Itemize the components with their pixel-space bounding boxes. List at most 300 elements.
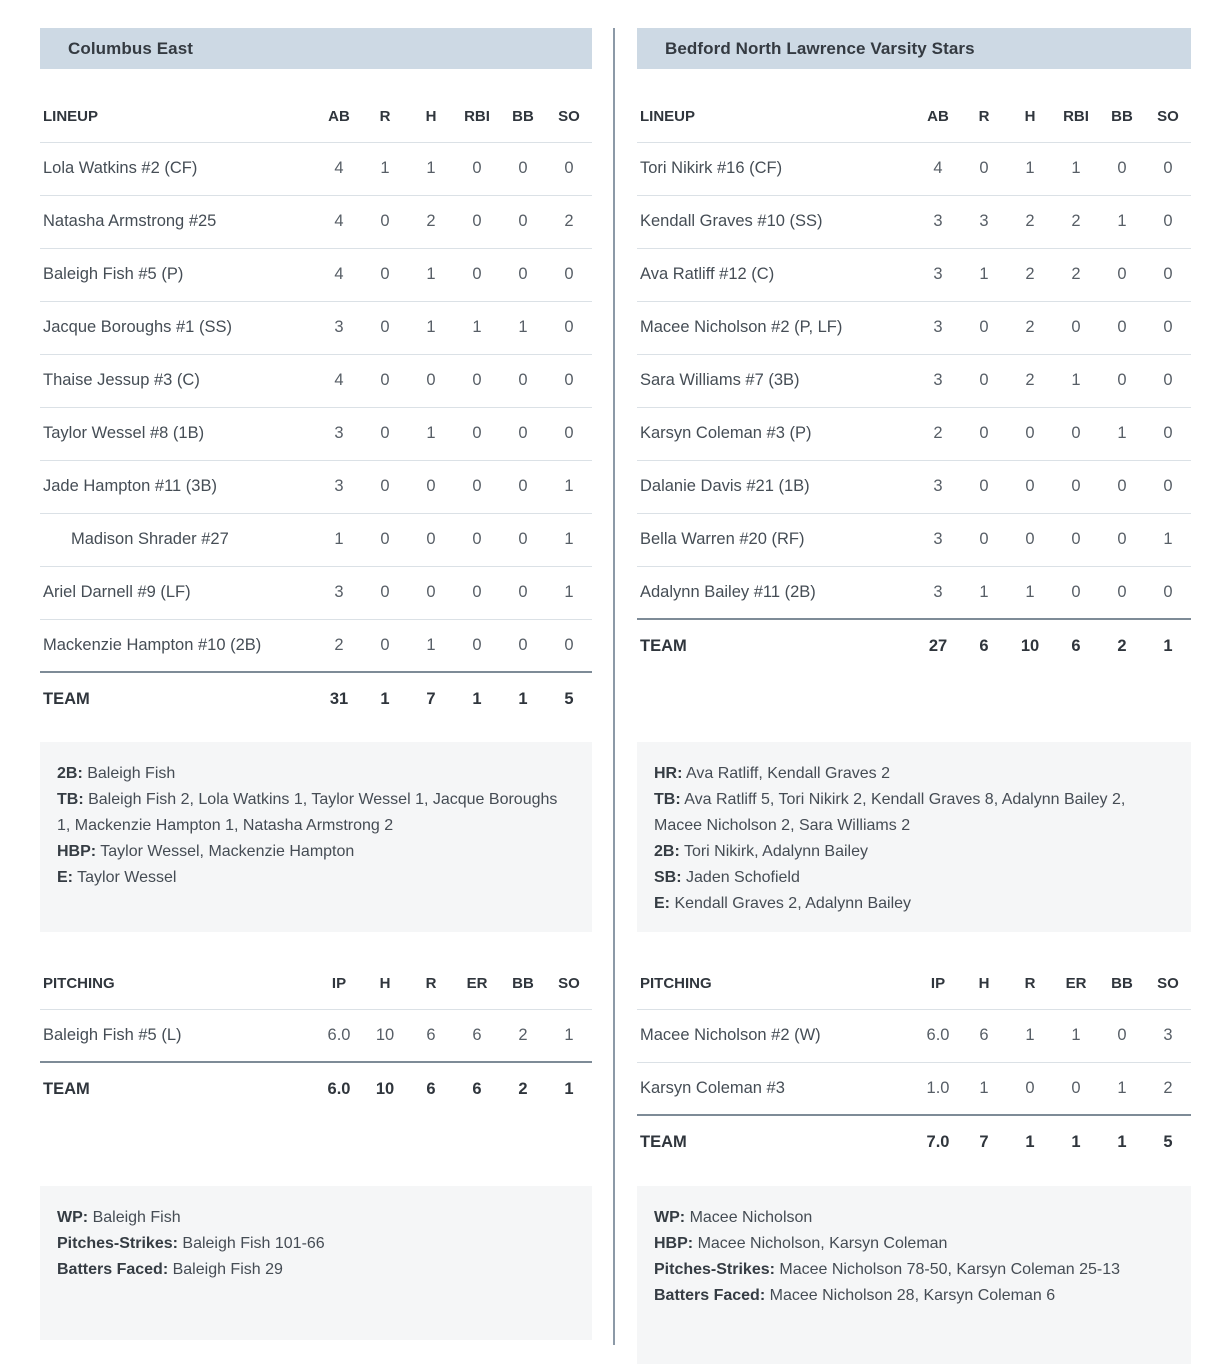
stat-value: 6 <box>408 1009 454 1062</box>
stat-value: 1.0 <box>915 1062 961 1115</box>
lineup-row <box>637 513 1191 566</box>
stat-value: 10 <box>362 1009 408 1062</box>
pitching-team-row <box>637 1115 1191 1168</box>
stat-value: 3 <box>961 195 1007 248</box>
team-total-value: 6 <box>1053 619 1099 672</box>
stat-value: 4 <box>316 142 362 195</box>
stat-value: 1 <box>1053 354 1099 407</box>
stat-value: 1 <box>408 407 454 460</box>
stat-value: 3 <box>915 301 961 354</box>
pitching-table <box>40 958 592 1115</box>
lineup-header-label: LINEUP <box>637 91 915 142</box>
note-label: Pitches-Strikes: <box>57 1235 178 1252</box>
stat-value: 0 <box>408 566 454 619</box>
column-header: SO <box>1145 91 1191 142</box>
stat-value: 2 <box>408 195 454 248</box>
stat-value: 0 <box>454 460 500 513</box>
player-name: Dalanie Davis #21 (1B) <box>637 460 915 513</box>
stat-value: 6.0 <box>915 1009 961 1062</box>
stat-value: 1 <box>1099 1062 1145 1115</box>
team-total-value: 2 <box>1099 619 1145 672</box>
column-header: R <box>362 91 408 142</box>
team-total-label: TEAM <box>40 1062 316 1115</box>
column-header: BB <box>500 91 546 142</box>
lineup-row <box>637 407 1191 460</box>
lineup-row <box>40 566 592 619</box>
stat-value: 0 <box>961 513 1007 566</box>
note-label: WP: <box>654 1209 686 1226</box>
column-header: IP <box>316 958 362 1009</box>
stat-value: 0 <box>454 513 500 566</box>
stat-value: 0 <box>500 513 546 566</box>
player-name: Karsyn Coleman #3 <box>637 1062 915 1115</box>
stat-value: 0 <box>408 513 454 566</box>
lineup-row <box>637 142 1191 195</box>
batting-notes-box <box>40 742 592 932</box>
note-line <box>57 1257 572 1283</box>
lineup-row <box>40 301 592 354</box>
stat-value: 0 <box>1145 142 1191 195</box>
team-total-value: 1 <box>1007 1115 1053 1168</box>
note-text: Macee Nicholson 28, Karsyn Coleman 6 <box>769 1287 1056 1304</box>
column-header: ER <box>454 958 500 1009</box>
team-total-value: 6.0 <box>316 1062 362 1115</box>
team-total-value: 6 <box>961 619 1007 672</box>
stat-value: 0 <box>1145 460 1191 513</box>
note-text: Macee Nicholson 78-50, Karsyn Coleman 25-13 <box>779 1261 1121 1278</box>
note-text: Ava Ratliff 5, Tori Nikirk 2, Kendall Graves 8, Adalynn Bailey 2, Macee Nicholson 2, Sara Williams 2 <box>654 791 1126 834</box>
lineup-row <box>637 460 1191 513</box>
note-label: SB: <box>654 869 682 886</box>
stat-value: 4 <box>316 195 362 248</box>
player-name: Sara Williams #7 (3B) <box>637 354 915 407</box>
pitching-row <box>40 1009 592 1062</box>
stat-value: 1 <box>1007 142 1053 195</box>
stat-value: 3 <box>316 566 362 619</box>
team-total-value: 7.0 <box>915 1115 961 1168</box>
stat-value: 2 <box>1007 195 1053 248</box>
stat-value: 0 <box>500 142 546 195</box>
note-label: TB: <box>654 791 681 808</box>
stat-value: 6 <box>454 1009 500 1062</box>
player-name: Mackenzie Hampton #10 (2B) <box>40 619 316 672</box>
note-text: Baleigh Fish 101-66 <box>182 1235 325 1252</box>
note-text: Baleigh Fish 2, Lola Watkins 1, Taylor Wessel 1, Jacque Boroughs 1, Mackenzie Hampton 1, Natasha Armstrong 2 <box>57 791 558 834</box>
stat-value: 0 <box>500 566 546 619</box>
note-line <box>57 761 572 787</box>
stat-value: 0 <box>546 354 592 407</box>
stat-value: 0 <box>546 407 592 460</box>
note-label: WP: <box>57 1209 89 1226</box>
team-total-value: 1 <box>1145 619 1191 672</box>
player-name: Lola Watkins #2 (CF) <box>40 142 316 195</box>
stat-value: 0 <box>1145 407 1191 460</box>
lineup-row <box>40 460 592 513</box>
column-header: RBI <box>1053 91 1099 142</box>
stat-value: 0 <box>500 460 546 513</box>
lineup-row <box>637 195 1191 248</box>
note-line <box>654 1231 1171 1257</box>
stat-value: 0 <box>961 301 1007 354</box>
stat-value: 1 <box>1007 566 1053 619</box>
team-total-value: 6 <box>454 1062 500 1115</box>
stat-value: 1 <box>1007 1009 1053 1062</box>
team-header-band <box>40 28 592 69</box>
pitching-row <box>637 1009 1191 1062</box>
stat-value: 0 <box>1099 1009 1145 1062</box>
lineup-row <box>637 566 1191 619</box>
note-line <box>654 891 1171 917</box>
stat-value: 3 <box>316 301 362 354</box>
column-header: RBI <box>454 91 500 142</box>
stat-value: 4 <box>316 354 362 407</box>
column-header: SO <box>1145 958 1191 1009</box>
player-name: Karsyn Coleman #3 (P) <box>637 407 915 460</box>
stat-value: 0 <box>500 195 546 248</box>
column-header: BB <box>1099 958 1145 1009</box>
note-label: HBP: <box>654 1235 694 1252</box>
player-name: Jade Hampton #11 (3B) <box>40 460 316 513</box>
stat-value: 0 <box>500 619 546 672</box>
note-label: E: <box>654 895 670 912</box>
note-label: TB: <box>57 791 84 808</box>
team-name: Bedford North Lawrence Varsity Stars <box>665 38 975 58</box>
stat-value: 1 <box>961 1062 1007 1115</box>
lineup-team-row <box>40 672 592 725</box>
pitching-header-label: PITCHING <box>40 958 316 1009</box>
stat-value: 1 <box>1099 407 1145 460</box>
team-total-value: 31 <box>316 672 362 725</box>
stat-value: 0 <box>408 354 454 407</box>
team-total-value: 1 <box>546 1062 592 1115</box>
stat-value: 0 <box>362 195 408 248</box>
stat-value: 0 <box>961 460 1007 513</box>
player-name: Ava Ratliff #12 (C) <box>637 248 915 301</box>
player-name: Baleigh Fish #5 (P) <box>40 248 316 301</box>
note-label: Pitches-Strikes: <box>654 1261 775 1278</box>
stat-value: 1 <box>546 513 592 566</box>
stat-value: 0 <box>362 354 408 407</box>
team-total-value: 1 <box>1053 1115 1099 1168</box>
team-name: Columbus East <box>68 38 194 58</box>
player-name: Kendall Graves #10 (SS) <box>637 195 915 248</box>
stat-value: 3 <box>915 513 961 566</box>
stat-value: 0 <box>362 460 408 513</box>
stat-value: 0 <box>1099 301 1145 354</box>
note-line <box>57 1231 572 1257</box>
player-name: Adalynn Bailey #11 (2B) <box>637 566 915 619</box>
lineup-row <box>637 248 1191 301</box>
stat-value: 0 <box>1099 513 1145 566</box>
stat-value: 1 <box>1053 142 1099 195</box>
stat-value: 0 <box>1053 566 1099 619</box>
stat-value: 0 <box>454 142 500 195</box>
stat-value: 1 <box>500 301 546 354</box>
stat-value: 0 <box>454 566 500 619</box>
team-total-value: 1 <box>1099 1115 1145 1168</box>
note-line <box>57 865 572 891</box>
stat-value: 0 <box>1099 248 1145 301</box>
stat-value: 0 <box>546 248 592 301</box>
stat-value: 0 <box>546 301 592 354</box>
column-header: R <box>408 958 454 1009</box>
player-name: Macee Nicholson #2 (P, LF) <box>637 301 915 354</box>
column-divider <box>613 28 615 1345</box>
note-line <box>654 787 1171 839</box>
stat-value: 1 <box>408 301 454 354</box>
note-text: Taylor Wessel <box>77 869 177 886</box>
stat-value: 0 <box>1007 1062 1053 1115</box>
lineup-row <box>40 513 592 566</box>
stat-value: 2 <box>316 619 362 672</box>
stat-value: 3 <box>316 460 362 513</box>
stat-value: 2 <box>915 407 961 460</box>
team-total-label: TEAM <box>637 619 915 672</box>
note-text: Kendall Graves 2, Adalynn Bailey <box>674 895 912 912</box>
lineup-row <box>637 301 1191 354</box>
stat-value: 3 <box>915 460 961 513</box>
stat-value: 0 <box>1145 354 1191 407</box>
team-total-value: 10 <box>1007 619 1053 672</box>
note-line <box>654 839 1171 865</box>
stat-value: 1 <box>1145 513 1191 566</box>
team-header-band <box>637 28 1191 69</box>
note-text: Macee Nicholson <box>689 1209 813 1226</box>
note-line <box>57 1205 572 1231</box>
team-panel-away <box>40 28 592 1345</box>
team-total-value: 2 <box>500 1062 546 1115</box>
pitching-header-label: PITCHING <box>637 958 915 1009</box>
stat-value: 0 <box>1053 407 1099 460</box>
pitching-notes-box <box>40 1186 592 1340</box>
stat-value: 0 <box>362 513 408 566</box>
team-total-value: 5 <box>1145 1115 1191 1168</box>
lineup-table <box>637 91 1191 672</box>
team-total-label: TEAM <box>637 1115 915 1168</box>
stat-value: 0 <box>362 407 408 460</box>
stat-value: 2 <box>500 1009 546 1062</box>
team-total-value: 1 <box>500 672 546 725</box>
lineup-row <box>40 195 592 248</box>
note-label: 2B: <box>654 843 680 860</box>
note-label: HBP: <box>57 843 97 860</box>
column-header: AB <box>316 91 362 142</box>
player-name: Tori Nikirk #16 (CF) <box>637 142 915 195</box>
column-header: ER <box>1053 958 1099 1009</box>
stat-value: 3 <box>915 248 961 301</box>
team-total-label: TEAM <box>40 672 316 725</box>
note-text: Baleigh Fish <box>92 1209 181 1226</box>
stat-value: 0 <box>408 460 454 513</box>
note-label: 2B: <box>57 765 83 782</box>
lineup-row <box>40 619 592 672</box>
note-text: Ava Ratliff, Kendall Graves 2 <box>686 765 890 782</box>
team-total-value: 27 <box>915 619 961 672</box>
note-line <box>654 1205 1171 1231</box>
stat-value: 0 <box>961 407 1007 460</box>
stat-value: 2 <box>1007 248 1053 301</box>
player-name: Bella Warren #20 (RF) <box>637 513 915 566</box>
stat-value: 0 <box>1007 460 1053 513</box>
stat-value: 1 <box>1099 195 1145 248</box>
team-panel-home <box>637 28 1191 1345</box>
player-name: Macee Nicholson #2 (W) <box>637 1009 915 1062</box>
note-text: Macee Nicholson, Karsyn Coleman <box>697 1235 948 1252</box>
stat-value: 1 <box>408 248 454 301</box>
column-header: H <box>408 91 454 142</box>
note-line <box>654 761 1171 787</box>
stat-value: 0 <box>961 142 1007 195</box>
pitching-table <box>637 958 1191 1168</box>
stat-value: 2 <box>1053 248 1099 301</box>
stat-value: 6 <box>961 1009 1007 1062</box>
stat-value: 1 <box>454 301 500 354</box>
team-total-value: 7 <box>961 1115 1007 1168</box>
stat-value: 0 <box>1099 566 1145 619</box>
column-header: H <box>961 958 1007 1009</box>
column-header: BB <box>1099 91 1145 142</box>
player-name: Ariel Darnell #9 (LF) <box>40 566 316 619</box>
lineup-header-label: LINEUP <box>40 91 316 142</box>
stat-value: 3 <box>915 566 961 619</box>
stat-value: 4 <box>316 248 362 301</box>
column-header: R <box>961 91 1007 142</box>
player-name: Natasha Armstrong #25 <box>40 195 316 248</box>
player-name: Taylor Wessel #8 (1B) <box>40 407 316 460</box>
lineup-row <box>637 354 1191 407</box>
note-label: Batters Faced: <box>654 1287 766 1304</box>
note-line <box>654 1283 1171 1309</box>
stat-value: 1 <box>1053 1009 1099 1062</box>
stat-value: 2 <box>1007 301 1053 354</box>
note-text: Taylor Wessel, Mackenzie Hampton <box>100 843 355 860</box>
stat-value: 0 <box>454 407 500 460</box>
pitching-row <box>637 1062 1191 1115</box>
team-total-value: 5 <box>546 672 592 725</box>
stat-value: 0 <box>1145 301 1191 354</box>
stat-value: 6.0 <box>316 1009 362 1062</box>
stat-value: 3 <box>915 354 961 407</box>
stat-value: 2 <box>1145 1062 1191 1115</box>
note-line <box>57 839 572 865</box>
stat-value: 0 <box>362 566 408 619</box>
team-total-value: 1 <box>362 672 408 725</box>
stat-value: 0 <box>1007 407 1053 460</box>
note-text: Baleigh Fish 29 <box>172 1261 283 1278</box>
column-header: BB <box>500 958 546 1009</box>
player-name: Jacque Boroughs #1 (SS) <box>40 301 316 354</box>
column-header: SO <box>546 91 592 142</box>
stat-value: 0 <box>1053 1062 1099 1115</box>
stat-value: 0 <box>1099 460 1145 513</box>
stat-value: 0 <box>500 407 546 460</box>
player-name: Thaise Jessup #3 (C) <box>40 354 316 407</box>
stat-value: 0 <box>1053 513 1099 566</box>
column-header: H <box>1007 91 1053 142</box>
note-label: Batters Faced: <box>57 1261 169 1278</box>
stat-value: 1 <box>961 566 1007 619</box>
column-header: SO <box>546 958 592 1009</box>
stat-value: 0 <box>1007 513 1053 566</box>
lineup-row <box>40 407 592 460</box>
column-header: AB <box>915 91 961 142</box>
note-line <box>654 865 1171 891</box>
pitching-team-row <box>40 1062 592 1115</box>
pitching-header-row <box>637 958 1191 1009</box>
stat-value: 0 <box>546 619 592 672</box>
stat-value: 0 <box>1099 354 1145 407</box>
stat-value: 0 <box>454 354 500 407</box>
team-total-value: 10 <box>362 1062 408 1115</box>
note-label: E: <box>57 869 73 886</box>
stat-value: 1 <box>316 513 362 566</box>
stat-value: 3 <box>915 195 961 248</box>
note-text: Baleigh Fish <box>87 765 176 782</box>
stat-value: 0 <box>1099 142 1145 195</box>
player-name: Baleigh Fish #5 (L) <box>40 1009 316 1062</box>
stat-value: 1 <box>362 142 408 195</box>
stat-value: 0 <box>546 142 592 195</box>
note-line <box>57 787 572 839</box>
stat-value: 2 <box>1053 195 1099 248</box>
stat-value: 0 <box>454 195 500 248</box>
stat-value: 0 <box>1145 248 1191 301</box>
note-text: Jaden Schofield <box>686 869 800 886</box>
batting-notes-box <box>637 742 1191 932</box>
stat-value: 1 <box>408 142 454 195</box>
lineup-row <box>40 142 592 195</box>
pitching-notes-box <box>637 1186 1191 1364</box>
note-text: Tori Nikirk, Adalynn Bailey <box>683 843 869 860</box>
stat-value: 0 <box>362 301 408 354</box>
stat-value: 0 <box>1053 460 1099 513</box>
stat-value: 1 <box>546 460 592 513</box>
pitching-header-row <box>40 958 592 1009</box>
stat-value: 0 <box>500 354 546 407</box>
lineup-header-row <box>40 91 592 142</box>
lineup-team-row <box>637 619 1191 672</box>
stat-value: 0 <box>454 619 500 672</box>
stat-value: 4 <box>915 142 961 195</box>
stat-value: 3 <box>316 407 362 460</box>
stat-value: 2 <box>546 195 592 248</box>
stat-value: 0 <box>500 248 546 301</box>
note-label: HR: <box>654 765 683 782</box>
stat-value: 1 <box>546 1009 592 1062</box>
column-header: IP <box>915 958 961 1009</box>
stat-value: 0 <box>1053 301 1099 354</box>
stat-value: 2 <box>1007 354 1053 407</box>
stat-value: 0 <box>362 248 408 301</box>
lineup-row <box>40 354 592 407</box>
stat-value: 0 <box>961 354 1007 407</box>
stat-value: 0 <box>1145 195 1191 248</box>
stat-value: 1 <box>546 566 592 619</box>
team-total-value: 1 <box>454 672 500 725</box>
stat-value: 1 <box>408 619 454 672</box>
lineup-table <box>40 91 592 725</box>
stat-value: 0 <box>454 248 500 301</box>
player-name: Madison Shrader #27 <box>40 513 316 566</box>
column-header: R <box>1007 958 1053 1009</box>
stat-value: 1 <box>961 248 1007 301</box>
stat-value: 0 <box>362 619 408 672</box>
team-total-value: 6 <box>408 1062 454 1115</box>
column-header: H <box>362 958 408 1009</box>
stat-value: 3 <box>1145 1009 1191 1062</box>
note-line <box>654 1257 1171 1283</box>
team-total-value: 7 <box>408 672 454 725</box>
